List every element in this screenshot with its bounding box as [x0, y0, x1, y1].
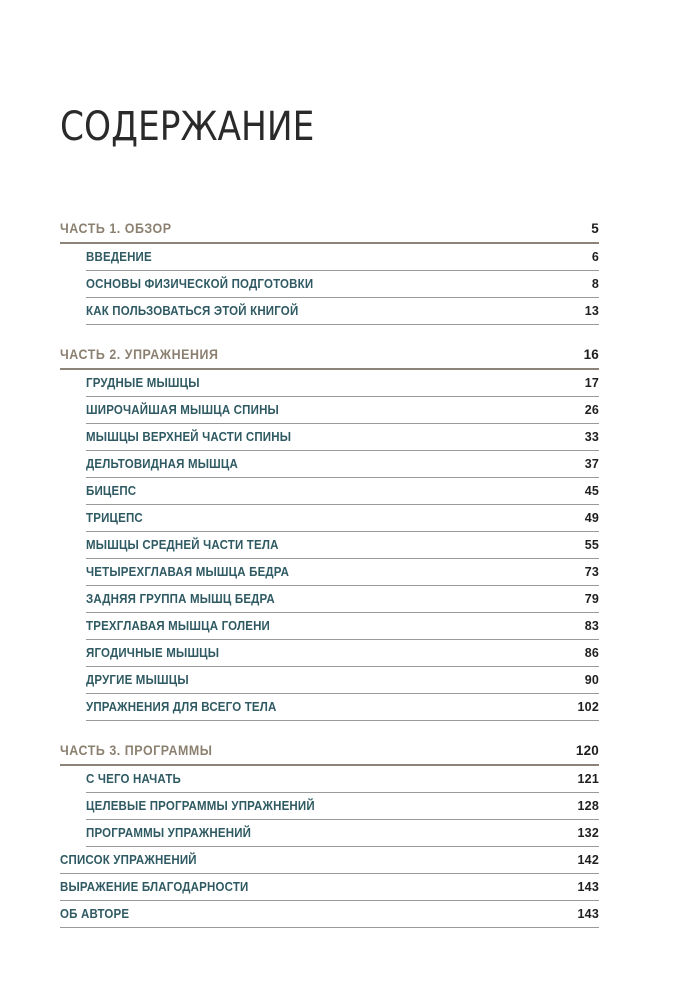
- toc-item[interactable]: [86, 370, 599, 397]
- toc-item[interactable]: [86, 451, 599, 478]
- toc-item[interactable]: [86, 694, 599, 721]
- toc-page-number: 143: [577, 907, 599, 921]
- toc-part-1[interactable]: [60, 214, 599, 244]
- toc-page-number: 86: [584, 646, 599, 660]
- toc-item[interactable]: [86, 559, 599, 586]
- toc-item[interactable]: [86, 766, 599, 793]
- toc-page-number: 45: [584, 484, 599, 498]
- toc-page-number: 26: [584, 403, 599, 417]
- toc-page-number: 37: [584, 457, 599, 471]
- toc-item[interactable]: [86, 613, 599, 640]
- toc-item[interactable]: [86, 667, 599, 694]
- toc-page-number: 55: [584, 538, 599, 552]
- toc-item-label: ТРЕХГЛАВАЯ МЫШЦА ГОЛЕНИ: [86, 619, 271, 633]
- toc-item[interactable]: [86, 640, 599, 667]
- toc-item-label: ОСНОВЫ ФИЗИЧЕСКОЙ ПОДГОТОВКИ: [86, 277, 314, 291]
- toc-page-number: 90: [584, 673, 599, 687]
- toc-part-3[interactable]: [60, 736, 599, 766]
- toc-appendix-item[interactable]: [60, 847, 599, 874]
- toc-part-2[interactable]: [60, 340, 599, 370]
- toc-item-label: ПРОГРАММЫ УПРАЖНЕНИЙ: [86, 826, 252, 840]
- toc-item-label: СПИСОК УПРАЖНЕНИЙ: [60, 853, 197, 867]
- toc-item-label: ШИРОЧАЙШАЯ МЫШЦА СПИНЫ: [86, 403, 280, 417]
- toc-page-number: 142: [577, 853, 599, 867]
- toc-page-number: 102: [577, 700, 599, 714]
- toc-item-label: ДРУГИЕ МЫШЦЫ: [86, 673, 189, 687]
- toc-item-label: МЫШЦЫ ВЕРХНЕЙ ЧАСТИ СПИНЫ: [86, 430, 292, 444]
- toc-page-number: 132: [577, 826, 599, 840]
- toc-item-label: ОБ АВТОРЕ: [60, 907, 130, 921]
- toc-item-label: ЦЕЛЕВЫЕ ПРОГРАММЫ УПРАЖНЕНИЙ: [86, 799, 315, 813]
- toc-part-label: ЧАСТЬ 1. ОБЗОР: [60, 220, 172, 236]
- toc-page-number: 5: [591, 220, 599, 236]
- toc-item-label: ГРУДНЫЕ МЫШЦЫ: [86, 376, 200, 390]
- toc-page-number: 73: [584, 565, 599, 579]
- toc-page-number: 143: [577, 880, 599, 894]
- toc-item[interactable]: [86, 505, 599, 532]
- toc-item[interactable]: [86, 397, 599, 424]
- toc-page-number: 120: [575, 742, 599, 758]
- toc-page-number: 6: [591, 250, 599, 264]
- toc-item-label: МЫШЦЫ СРЕДНЕЙ ЧАСТИ ТЕЛА: [86, 538, 279, 552]
- page-title: СОДЕРЖАНИЕ: [60, 104, 315, 150]
- toc-page-number: 16: [583, 346, 599, 362]
- toc-item-label: ВЫРАЖЕНИЕ БЛАГОДАРНОСТИ: [60, 880, 249, 894]
- toc-item[interactable]: [86, 244, 599, 271]
- toc-appendix-item[interactable]: [60, 874, 599, 901]
- toc-item-label: ЯГОДИЧНЫЕ МЫШЦЫ: [86, 646, 220, 660]
- toc-item[interactable]: [86, 793, 599, 820]
- toc-part-label: ЧАСТЬ 3. ПРОГРАММЫ: [60, 742, 213, 758]
- toc-item[interactable]: [86, 424, 599, 451]
- toc-item-label: БИЦЕПС: [86, 484, 137, 498]
- toc-item[interactable]: [86, 586, 599, 613]
- toc-item-label: ЗАДНЯЯ ГРУППА МЫШЦ БЕДРА: [86, 592, 275, 606]
- toc-part-label: ЧАСТЬ 2. УПРАЖНЕНИЯ: [60, 346, 219, 362]
- toc-page-number: 79: [584, 592, 599, 606]
- toc-item[interactable]: [86, 298, 599, 325]
- toc-item-label: ВВЕДЕНИЕ: [86, 250, 152, 264]
- toc-item-label: ТРИЦЕПС: [86, 511, 143, 525]
- toc-page-number: 121: [577, 772, 599, 786]
- toc-page-number: 49: [584, 511, 599, 525]
- toc-item[interactable]: [86, 820, 599, 847]
- toc-page-number: 33: [584, 430, 599, 444]
- toc-item-label: ДЕЛЬТОВИДНАЯ МЫШЦА: [86, 457, 238, 471]
- toc-page-number: 83: [584, 619, 599, 633]
- toc-item-label: С ЧЕГО НАЧАТЬ: [86, 772, 181, 786]
- toc-item-label: КАК ПОЛЬЗОВАТЬСЯ ЭТОЙ КНИГОЙ: [86, 304, 299, 318]
- toc-item-label: ЧЕТЫРЕХГЛАВАЯ МЫШЦА БЕДРА: [86, 565, 290, 579]
- toc-appendix-item[interactable]: [60, 901, 599, 928]
- toc-item[interactable]: [86, 271, 599, 298]
- toc-page-number: 17: [584, 376, 599, 390]
- toc-page-number: 8: [591, 277, 599, 291]
- toc-item[interactable]: [86, 478, 599, 505]
- toc-page-number: 13: [584, 304, 599, 318]
- toc-item-label: УПРАЖНЕНИЯ ДЛЯ ВСЕГО ТЕЛА: [86, 700, 277, 714]
- toc-page-number: 128: [577, 799, 599, 813]
- toc-item[interactable]: [86, 532, 599, 559]
